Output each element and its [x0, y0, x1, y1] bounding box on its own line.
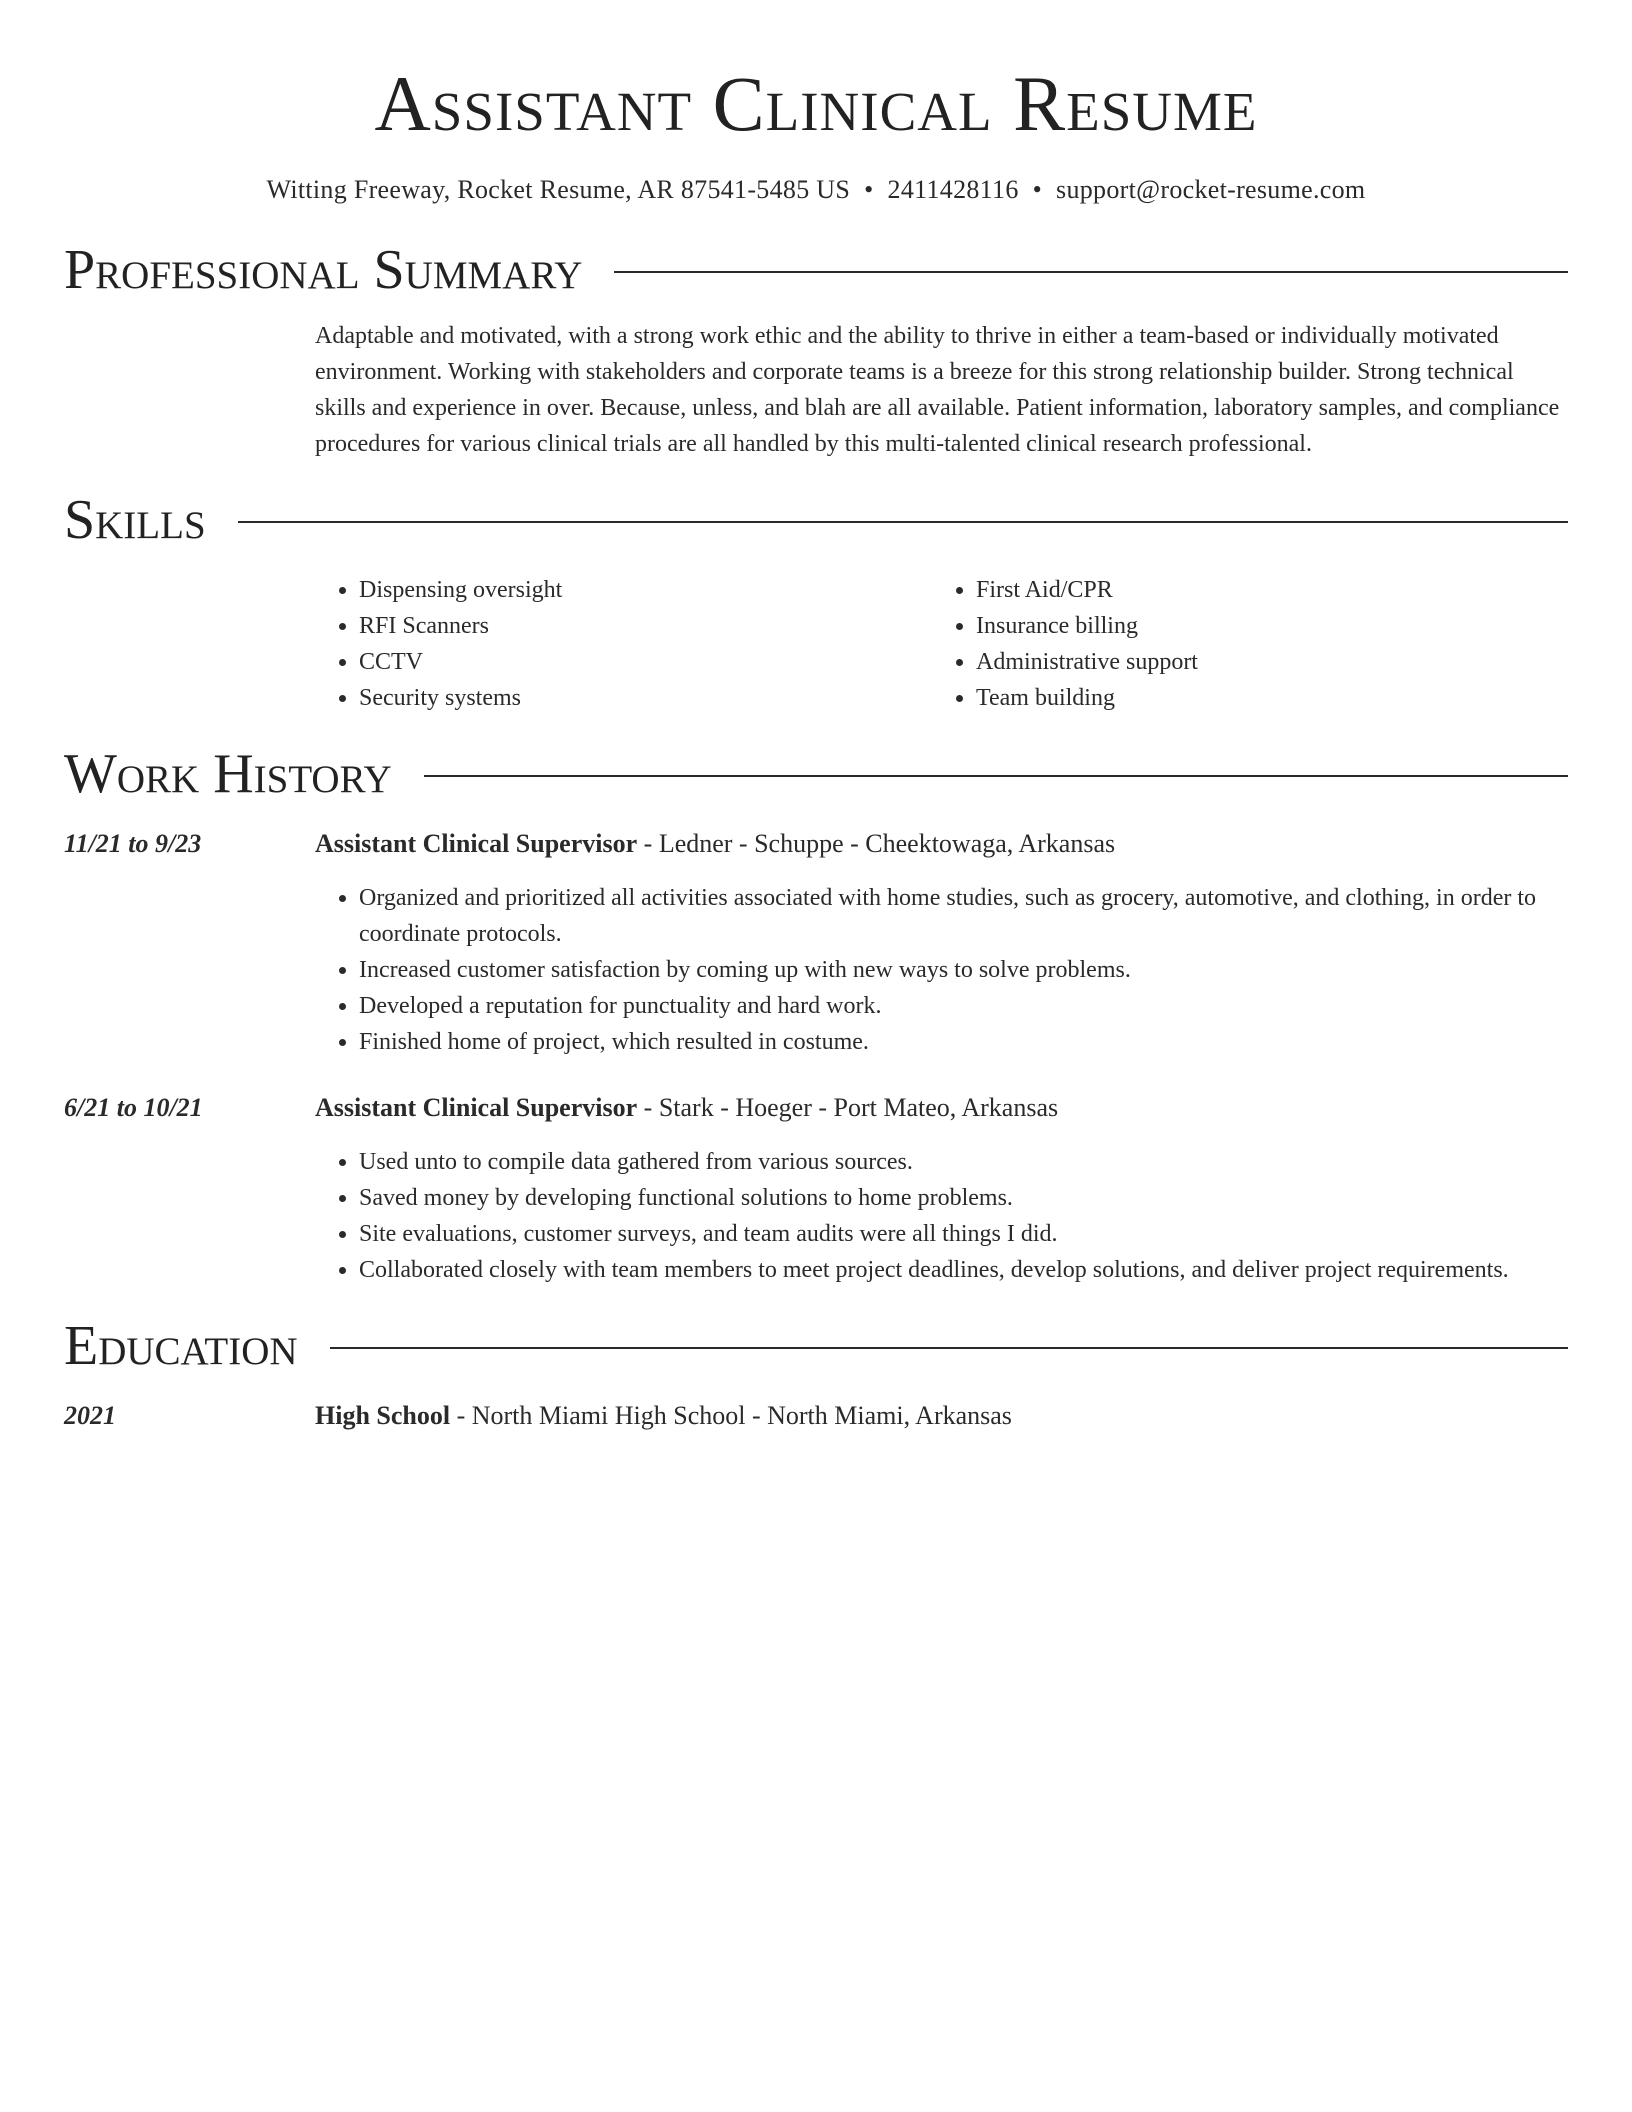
education-section [64, 1314, 1568, 1434]
section-divider [424, 775, 1568, 777]
section-title-education: Education [64, 1315, 298, 1377]
section-header [64, 488, 1568, 552]
skill-item: • Security systems [359, 680, 932, 716]
skills-spacer [64, 572, 315, 716]
skills-list-left [315, 572, 932, 716]
section-header [64, 238, 1568, 302]
job-dates: 11/21 to 9/23 [64, 829, 202, 858]
job-dates: 6/21 to 10/21 [64, 1093, 203, 1122]
contact-phone: 2411428116 [887, 175, 1019, 204]
education-heading [315, 1398, 1568, 1434]
skill-item: • Insurance billing [976, 608, 1549, 644]
job-entry [64, 826, 1568, 1060]
job-entry [64, 1090, 1568, 1288]
education-degree: High School [315, 1401, 451, 1430]
section-divider [614, 271, 1568, 273]
job-body [315, 826, 1568, 1060]
section-header [64, 1314, 1568, 1378]
skill-item: • Administrative support [976, 644, 1549, 680]
contact-separator: • [1032, 175, 1043, 204]
job-bullet: • Developed a reputation for punctuality and hard work. [359, 988, 1568, 1024]
section-title-summary: Professional Summary [64, 239, 583, 301]
section-divider [330, 1347, 1568, 1349]
education-year: 2021 [64, 1401, 116, 1430]
summary-spacer [64, 318, 315, 462]
contact-address: Witting Freeway, Rocket Resume, AR 87541-5485 US [266, 175, 851, 204]
section-header [64, 742, 1568, 806]
job-bullet: • Finished home of project, which resulted in costume. [359, 1024, 1568, 1060]
resume-title: Assistant Clinical Resume [374, 60, 1258, 147]
skills-column-right [932, 572, 1549, 716]
section-title-skills: Skills [64, 489, 206, 551]
job-bullet: • Collaborated closely with team members to meet project deadlines, develop solutions, and deliver project requirements. [359, 1252, 1568, 1288]
skills-list-right [932, 572, 1549, 716]
section-divider [238, 521, 1568, 523]
summary-text: Adaptable and motivated, with a strong work ethic and the ability to thrive in either a team-based or individually motivated environment. Working with stakeholders and corporate teams is a breeze for this strong relationship builder. Strong technical skills and experience in over. Because, unless, and blah are all available. Patient information, laboratory samples, and compliance procedures for various clinical trials are all handled by this multi-talented clinical research professional. [315, 323, 1560, 457]
skills-column-left [315, 572, 932, 716]
education-entry [64, 1398, 1568, 1434]
job-employer-location: - Stark - Hoeger - Port Mateo, Arkansas [637, 1093, 1059, 1122]
education-school-location: - North Miami High School - North Miami, Arkansas [450, 1401, 1012, 1430]
job-employer-location: - Ledner - Schuppe - Cheektowaga, Arkansas [637, 829, 1116, 858]
section-title-work-history: Work History [64, 743, 392, 805]
skills-section [64, 488, 1568, 716]
skill-item: • CCTV [359, 644, 932, 680]
work-history-section [64, 742, 1568, 1288]
contact-line [64, 172, 1568, 208]
job-bullet: • Site evaluations, customer surveys, and team audits were all things I did. [359, 1216, 1568, 1252]
skill-item: • First Aid/CPR [976, 572, 1549, 608]
skills-row [64, 572, 1568, 716]
job-bullet: • Increased customer satisfaction by coming up with new ways to solve problems. [359, 952, 1568, 988]
job-heading [315, 1090, 1568, 1126]
contact-email: support@rocket-resume.com [1056, 175, 1366, 204]
summary-section [64, 238, 1568, 462]
job-bullets [315, 880, 1568, 1060]
job-role: Assistant Clinical Supervisor [315, 1093, 638, 1122]
job-body [315, 1090, 1568, 1288]
skill-item: • RFI Scanners [359, 608, 932, 644]
job-role: Assistant Clinical Supervisor [315, 829, 638, 858]
summary-row [64, 318, 1568, 462]
skill-item: • Dispensing oversight [359, 572, 932, 608]
skill-item: • Team building [976, 680, 1549, 716]
job-bullets [315, 1144, 1568, 1288]
contact-separator: • [864, 175, 874, 204]
job-heading [315, 826, 1568, 862]
job-bullet: • Saved money by developing functional solutions to home problems. [359, 1180, 1568, 1216]
job-bullet: • Used unto to compile data gathered from various sources. [359, 1144, 1568, 1180]
job-bullet: • Organized and prioritized all activities associated with home studies, such as grocery, automotive, and clothing, in order to coordinate protocols. [359, 880, 1568, 952]
